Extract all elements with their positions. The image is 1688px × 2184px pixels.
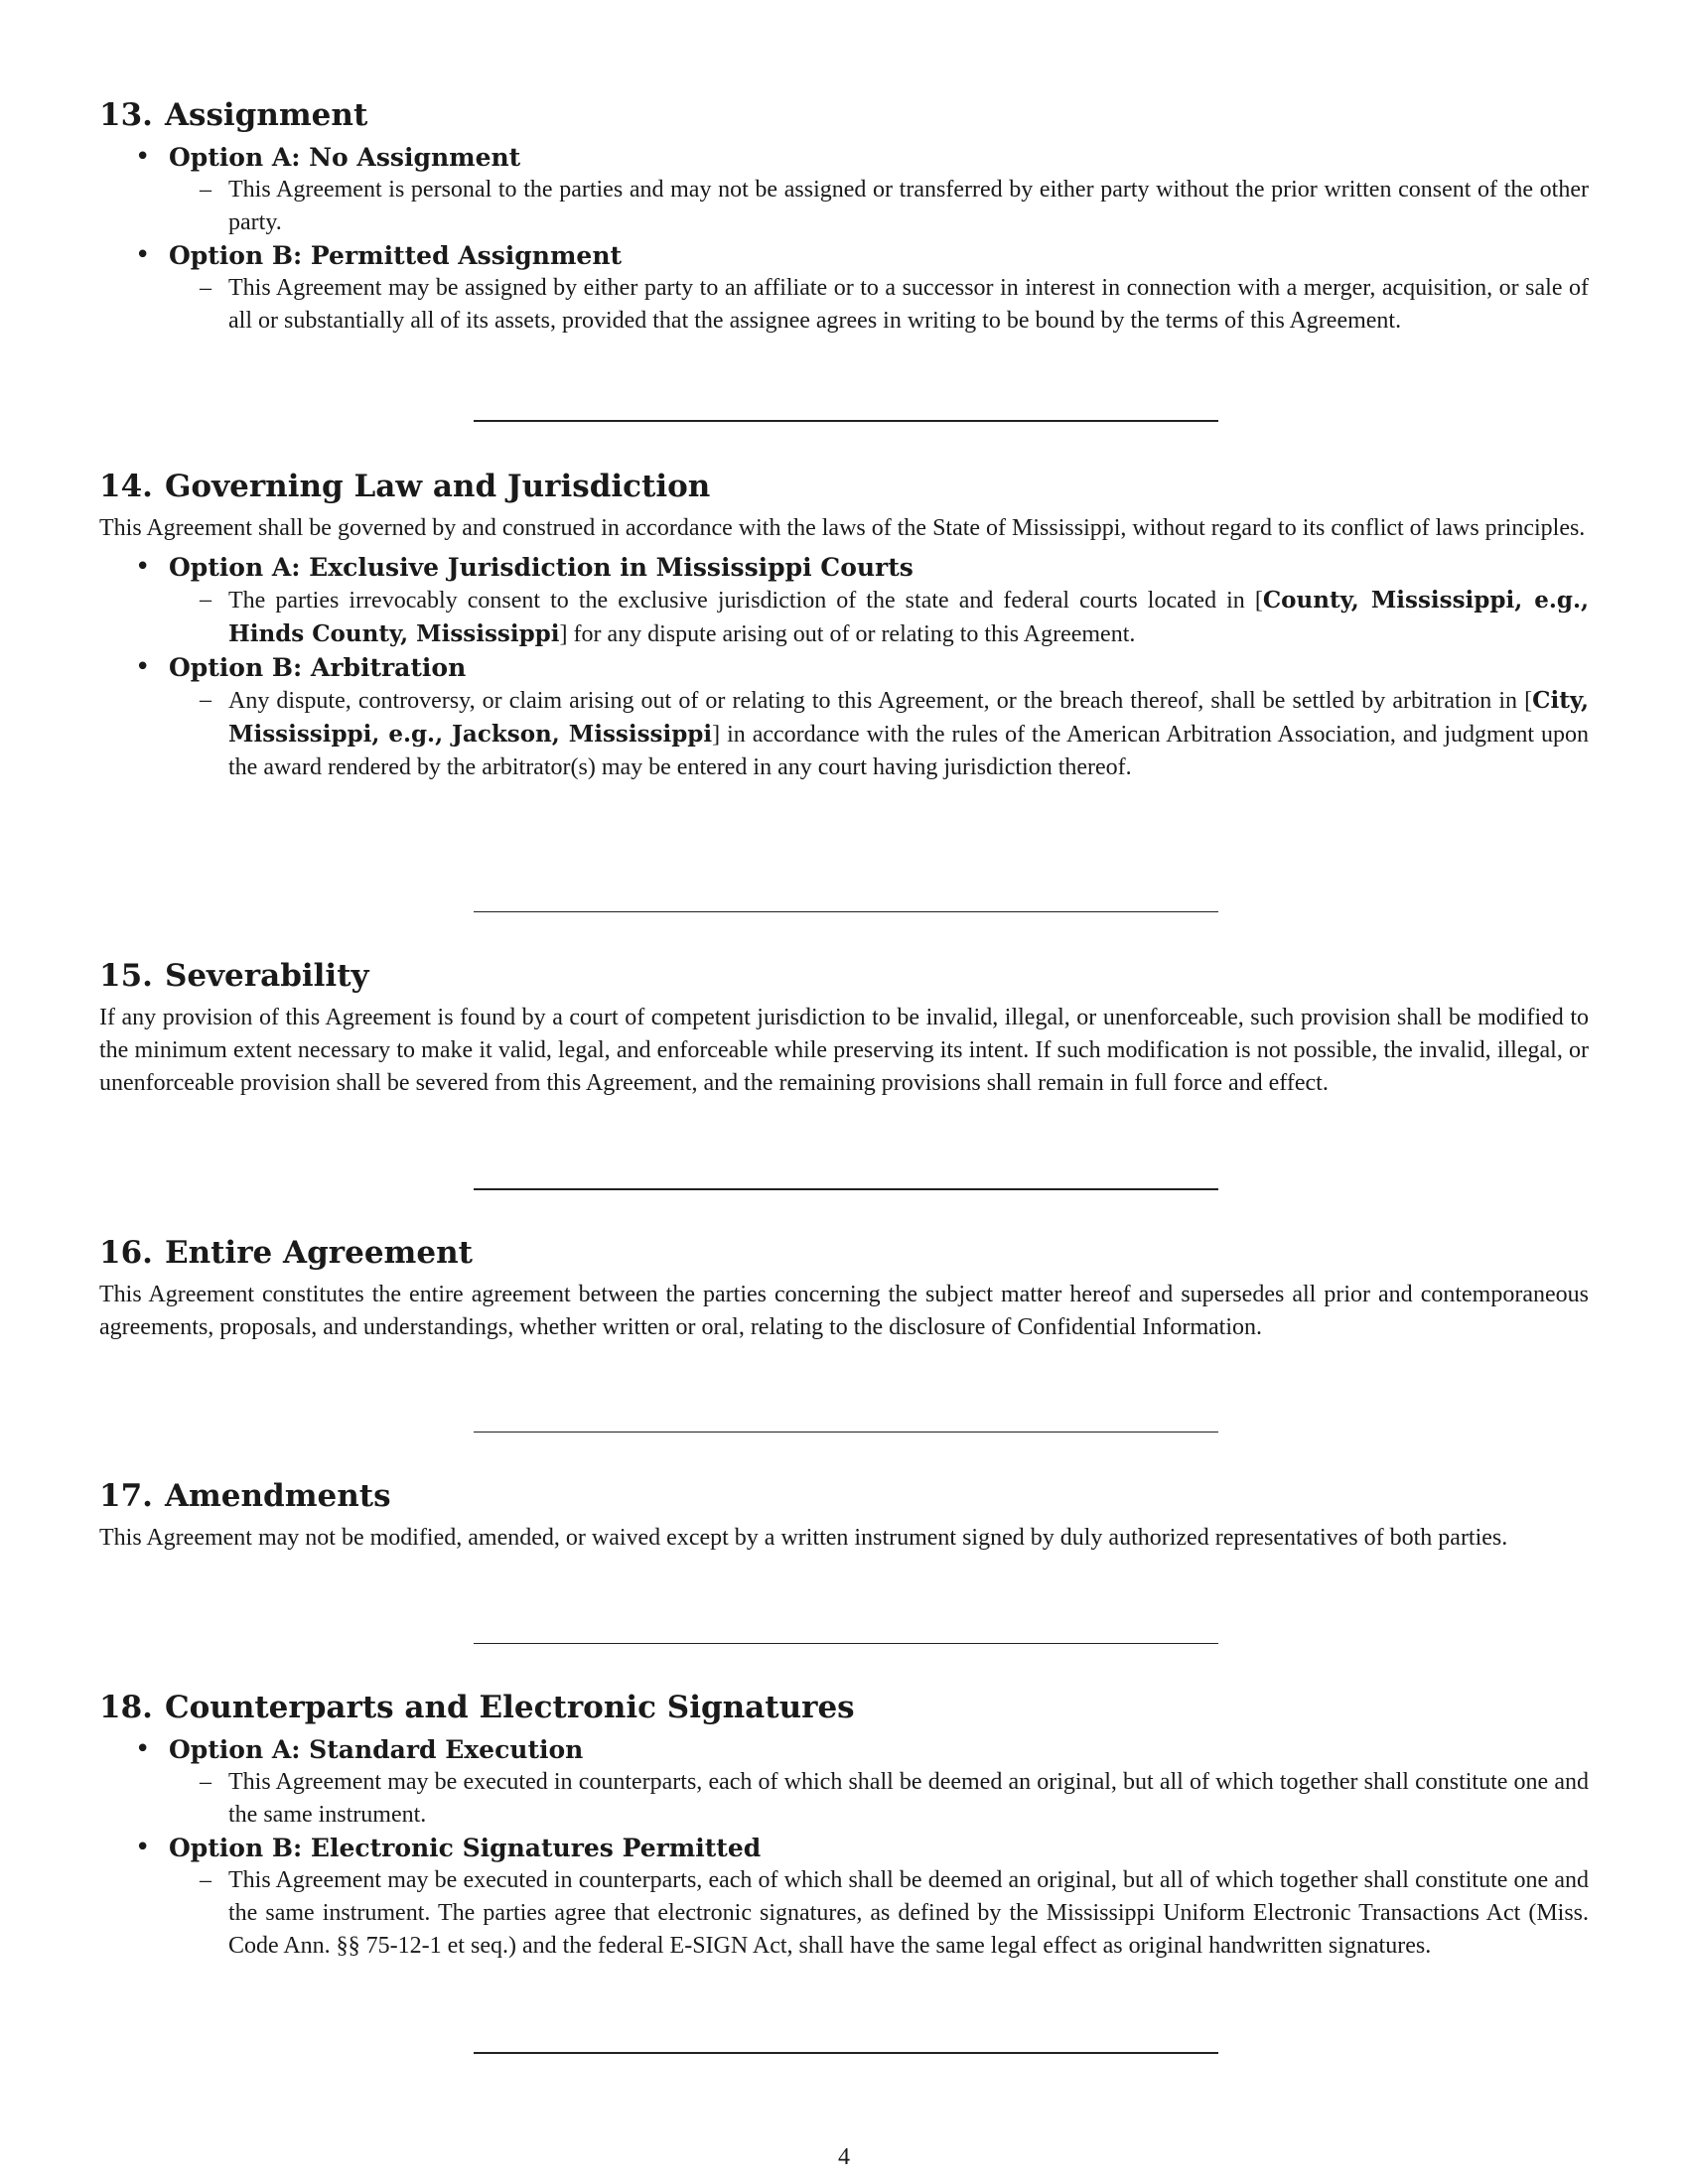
section-number: 17. bbox=[99, 1478, 153, 1514]
option-item bbox=[99, 551, 1589, 651]
page-number: 4 bbox=[838, 2144, 850, 2170]
document-page bbox=[99, 0, 1589, 2184]
section-divider bbox=[474, 1188, 1218, 1190]
option-text: – This Agreement may be assigned by either party to an affiliate or to a successor in interest in connection with a merger, acquisition, or sale of all or substantially all of its assets, provided that the assignee agrees in writing to be bound by the terms of this Agreement. bbox=[169, 272, 1589, 338]
section-15-severability bbox=[99, 956, 1589, 1100]
option-item bbox=[99, 651, 1589, 784]
section-18-counterparts bbox=[99, 1688, 1589, 1963]
section-heading bbox=[99, 1233, 1589, 1273]
option-item bbox=[99, 239, 1589, 338]
option-text: – Any dispute, controversy, or claim arising out of or relating to this Agreement, or the breach thereof, shall be settled by arbitration in [City, Mississippi, e.g., Jackson, Mississippi] in accordance with the rules of the American Arbitration Association, and judgment upon the award rendered by the arbitrator(s) may be entered in any court having jurisdiction thereof. bbox=[169, 684, 1589, 784]
option-text-after: in accordance with the rules of the American Arbitration Association, and judgment upon the award rendered by the arbitrator(s) may be entered in any court having jurisdiction thereof. bbox=[228, 722, 1589, 780]
option-title: • Option A: Exclusive Jurisdiction in Mississippi Courts bbox=[169, 553, 914, 582]
section-title: Entire Agreement bbox=[164, 1235, 473, 1271]
option-title: • Option B: Permitted Assignment bbox=[169, 241, 623, 270]
section-number: 14. bbox=[99, 469, 153, 504]
section-body: This Agreement constitutes the entire agreement between the parties concerning the subject matter hereof and supersedes all prior and contemporaneous agreements, proposals, and understandings, whether written or oral, relating to the disclosure of Confidential Information. bbox=[99, 1282, 1589, 1340]
option-title: • Option B: Arbitration bbox=[169, 653, 467, 682]
section-heading bbox=[99, 467, 1589, 506]
section-17-amendments bbox=[99, 1476, 1589, 1555]
section-divider bbox=[474, 1432, 1218, 1433]
section-heading bbox=[99, 1476, 1589, 1516]
option-title: • Option A: No Assignment bbox=[169, 143, 521, 172]
section-14-governing-law bbox=[99, 467, 1589, 784]
option-list bbox=[99, 141, 1589, 338]
option-text: – This Agreement is personal to the parties and may not be assigned or transferred by either party without the prior written consent of the other party. bbox=[169, 174, 1589, 239]
option-item bbox=[99, 141, 1589, 239]
option-text-after: for any dispute arising out of or relating to this Agreement. bbox=[567, 621, 1136, 647]
section-13-assignment bbox=[99, 95, 1589, 338]
option-item bbox=[99, 1733, 1589, 1832]
section-body: This Agreement may not be modified, amended, or waived except by a written instrument signed by duly authorized representatives of both parties. bbox=[99, 1525, 1508, 1551]
option-text: – The parties irrevocably consent to the exclusive jurisdiction of the state and federal courts located in [County, Mississippi, e.g., Hinds County, Mississippi] for any dispute arising out of or relating to this Agreement. bbox=[169, 584, 1589, 651]
section-title: Governing Law and Jurisdiction bbox=[164, 469, 711, 504]
section-number: 18. bbox=[99, 1690, 153, 1725]
option-text-before: Any dispute, controversy, or claim arising out of or relating to this Agreement, or the breach thereof, shall be settled by arbitration in bbox=[228, 688, 1525, 714]
section-body: If any provision of this Agreement is found by a court of competent jurisdiction to be invalid, illegal, or unenforceable, such provision shall be modified to the minimum extent necessary to make it valid, legal, and enforceable while preserving its intent. If such modification is not possible, the invalid, illegal, or unenforceable provision shall be severed from this Agreement, and the remaining provisions shall remain in full force and effect. bbox=[99, 1005, 1589, 1096]
section-divider bbox=[474, 911, 1218, 912]
placeholder-county: County, Mississippi, e.g., Hinds County, Mississippi bbox=[228, 587, 1589, 647]
section-title: Severability bbox=[164, 958, 369, 994]
option-item bbox=[99, 1832, 1589, 1963]
option-text-before: The parties irrevocably consent to the exclusive jurisdiction of the state and federal courts located in bbox=[228, 588, 1255, 614]
section-heading bbox=[99, 95, 1589, 135]
option-title: • Option B: Electronic Signatures Permitted bbox=[169, 1834, 762, 1862]
section-divider bbox=[474, 1643, 1218, 1644]
option-text: – This Agreement may be executed in counterparts, each of which shall be deemed an original, but all of which together shall constitute one and the same instrument. bbox=[169, 1766, 1589, 1832]
section-title: Assignment bbox=[164, 97, 368, 133]
option-list bbox=[99, 551, 1589, 784]
option-text: – This Agreement may be executed in counterparts, each of which shall be deemed an original, but all of which together shall constitute one and the same instrument. The parties agree that electronic signatures, as defined by the Mississippi Uniform Electronic Transactions Act (Miss. Code Ann. §§ 75-12-1 et seq.) and the federal E-SIGN Act, shall have the same legal effect as original handwritten signatures. bbox=[169, 1864, 1589, 1963]
option-list bbox=[99, 1733, 1589, 1963]
section-title: Counterparts and Electronic Signatures bbox=[164, 1690, 855, 1725]
option-title: • Option A: Standard Execution bbox=[169, 1735, 584, 1764]
section-number: 13. bbox=[99, 97, 153, 133]
section-divider bbox=[474, 2052, 1218, 2054]
section-heading bbox=[99, 1688, 1589, 1727]
section-title: Amendments bbox=[164, 1478, 391, 1514]
section-16-entire-agreement bbox=[99, 1233, 1589, 1344]
section-number: 16. bbox=[99, 1235, 153, 1271]
section-intro: This Agreement shall be governed by and construed in accordance with the laws of the State of Mississippi, without regard to its conflict of laws principles. bbox=[99, 515, 1586, 541]
placeholder-city: City, Mississippi, e.g., Jackson, Mississippi bbox=[228, 687, 1589, 748]
section-number: 15. bbox=[99, 958, 153, 994]
section-divider bbox=[474, 420, 1218, 422]
section-heading bbox=[99, 956, 1589, 996]
